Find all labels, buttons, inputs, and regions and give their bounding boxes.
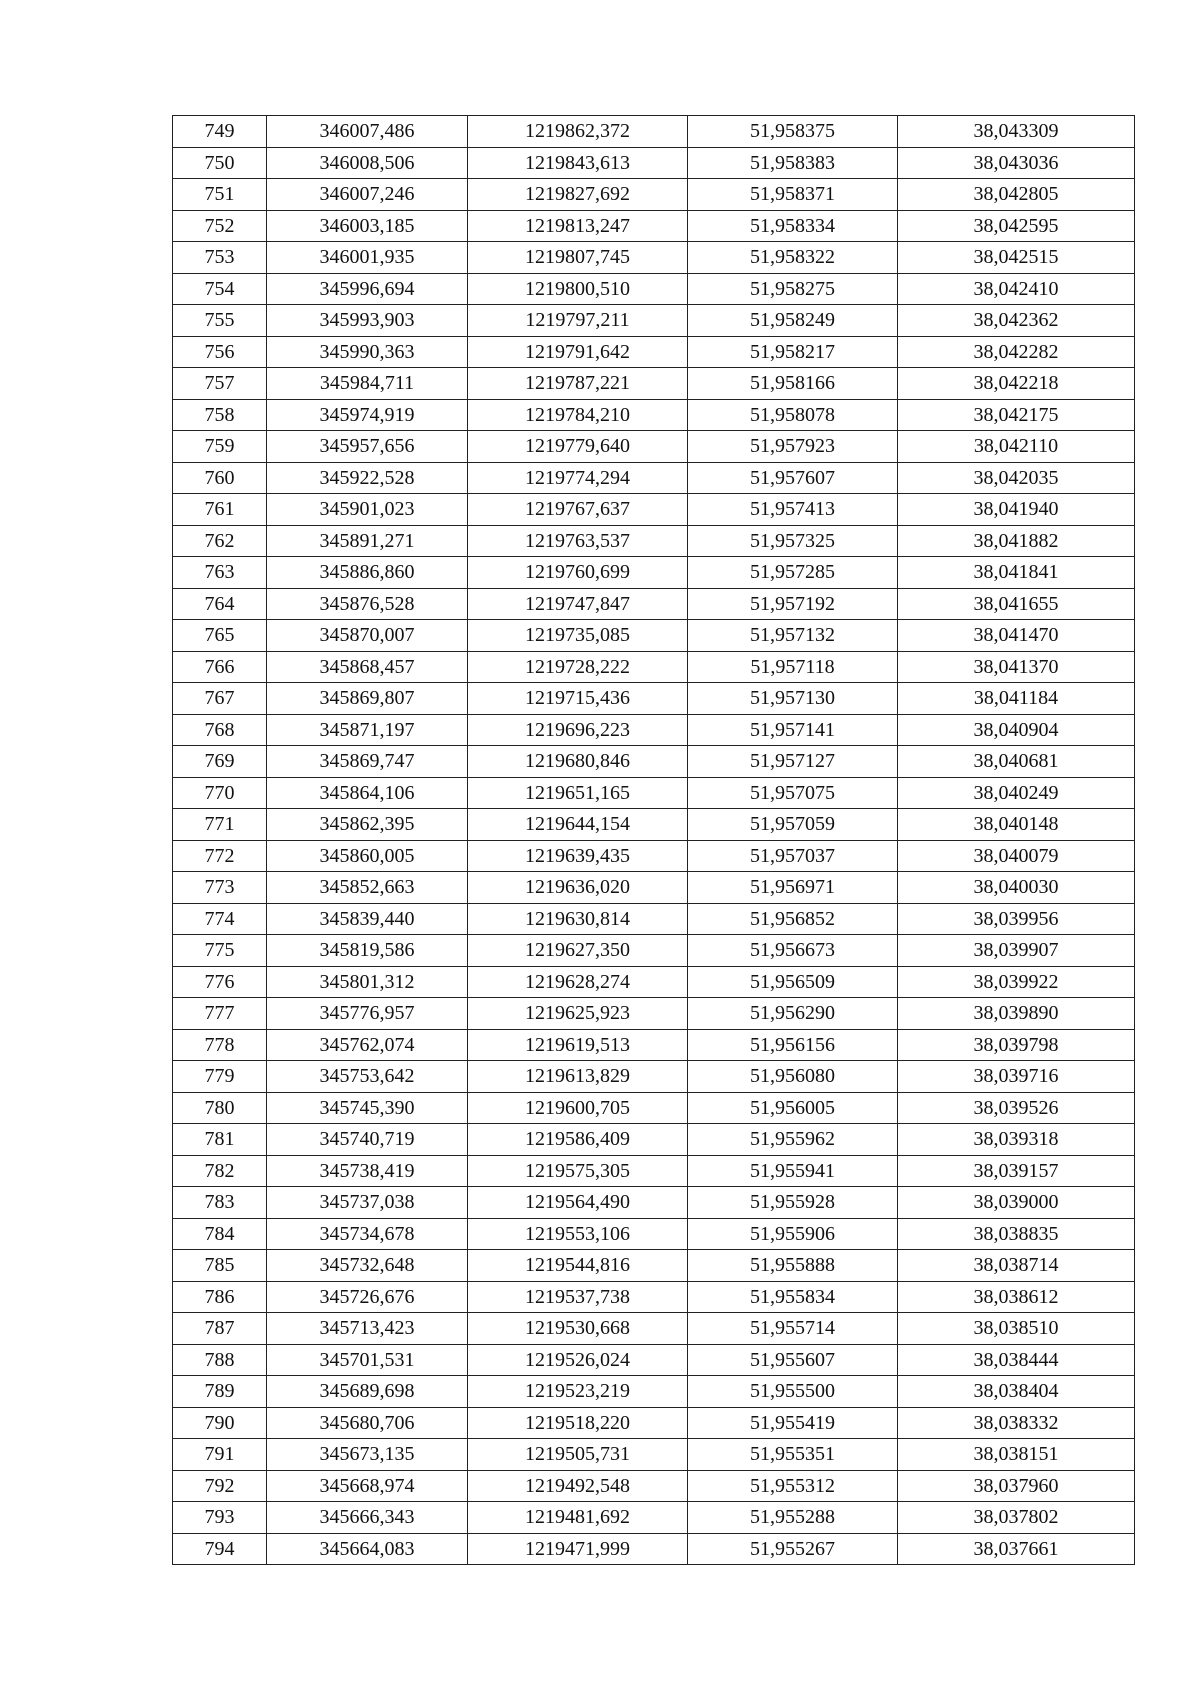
latitude-cell: 51,955607 [688, 1344, 898, 1376]
latitude-cell: 51,958217 [688, 336, 898, 368]
y-coordinate-cell: 1219728,222 [468, 651, 688, 683]
point-number-cell: 784 [173, 1218, 267, 1250]
x-coordinate-cell: 345734,678 [267, 1218, 468, 1250]
longitude-cell: 38,037661 [898, 1533, 1135, 1565]
latitude-cell: 51,955288 [688, 1502, 898, 1534]
x-coordinate-cell: 345891,271 [267, 525, 468, 557]
x-coordinate-cell: 345852,663 [267, 872, 468, 904]
x-coordinate-cell: 346001,935 [267, 242, 468, 274]
table-row [173, 336, 1135, 368]
y-coordinate-cell: 1219625,923 [468, 998, 688, 1030]
latitude-cell: 51,956673 [688, 935, 898, 967]
longitude-cell: 38,042110 [898, 431, 1135, 463]
latitude-cell: 51,956005 [688, 1092, 898, 1124]
latitude-cell: 51,956852 [688, 903, 898, 935]
table-row [173, 935, 1135, 967]
point-number-cell: 758 [173, 399, 267, 431]
point-number-cell: 756 [173, 336, 267, 368]
table-row [173, 116, 1135, 148]
y-coordinate-cell: 1219696,223 [468, 714, 688, 746]
point-number-cell: 794 [173, 1533, 267, 1565]
latitude-cell: 51,957192 [688, 588, 898, 620]
y-coordinate-cell: 1219760,699 [468, 557, 688, 589]
x-coordinate-cell: 346007,486 [267, 116, 468, 148]
x-coordinate-cell: 345922,528 [267, 462, 468, 494]
y-coordinate-cell: 1219518,220 [468, 1407, 688, 1439]
table-row [173, 1155, 1135, 1187]
latitude-cell: 51,955888 [688, 1250, 898, 1282]
longitude-cell: 38,039890 [898, 998, 1135, 1030]
point-number-cell: 779 [173, 1061, 267, 1093]
table-row [173, 147, 1135, 179]
longitude-cell: 38,038510 [898, 1313, 1135, 1345]
table-row [173, 1344, 1135, 1376]
y-coordinate-cell: 1219636,020 [468, 872, 688, 904]
table-row [173, 1407, 1135, 1439]
latitude-cell: 51,957132 [688, 620, 898, 652]
y-coordinate-cell: 1219747,847 [468, 588, 688, 620]
latitude-cell: 51,957130 [688, 683, 898, 715]
table-row [173, 1061, 1135, 1093]
y-coordinate-cell: 1219827,692 [468, 179, 688, 211]
table-row [173, 1376, 1135, 1408]
point-number-cell: 770 [173, 777, 267, 809]
point-number-cell: 771 [173, 809, 267, 841]
x-coordinate-cell: 345680,706 [267, 1407, 468, 1439]
y-coordinate-cell: 1219600,705 [468, 1092, 688, 1124]
y-coordinate-cell: 1219651,165 [468, 777, 688, 809]
point-number-cell: 778 [173, 1029, 267, 1061]
longitude-cell: 38,042035 [898, 462, 1135, 494]
table-row [173, 305, 1135, 337]
longitude-cell: 38,041470 [898, 620, 1135, 652]
point-number-cell: 791 [173, 1439, 267, 1471]
x-coordinate-cell: 345993,903 [267, 305, 468, 337]
point-number-cell: 763 [173, 557, 267, 589]
table-row [173, 1313, 1135, 1345]
x-coordinate-cell: 345886,860 [267, 557, 468, 589]
table-row [173, 1187, 1135, 1219]
x-coordinate-cell: 345819,586 [267, 935, 468, 967]
latitude-cell: 51,955714 [688, 1313, 898, 1345]
latitude-cell: 51,957325 [688, 525, 898, 557]
point-number-cell: 753 [173, 242, 267, 274]
y-coordinate-cell: 1219779,640 [468, 431, 688, 463]
table-row [173, 494, 1135, 526]
x-coordinate-cell: 345996,694 [267, 273, 468, 305]
table-row [173, 809, 1135, 841]
latitude-cell: 51,957059 [688, 809, 898, 841]
latitude-cell: 51,956156 [688, 1029, 898, 1061]
latitude-cell: 51,955351 [688, 1439, 898, 1471]
longitude-cell: 38,043309 [898, 116, 1135, 148]
x-coordinate-cell: 345957,656 [267, 431, 468, 463]
latitude-cell: 51,956290 [688, 998, 898, 1030]
latitude-cell: 51,958375 [688, 116, 898, 148]
table-row [173, 1250, 1135, 1282]
point-number-cell: 749 [173, 116, 267, 148]
longitude-cell: 38,040681 [898, 746, 1135, 778]
y-coordinate-cell: 1219628,274 [468, 966, 688, 998]
y-coordinate-cell: 1219807,745 [468, 242, 688, 274]
latitude-cell: 51,955500 [688, 1376, 898, 1408]
y-coordinate-cell: 1219553,106 [468, 1218, 688, 1250]
y-coordinate-cell: 1219586,409 [468, 1124, 688, 1156]
table-row [173, 1439, 1135, 1471]
point-number-cell: 757 [173, 368, 267, 400]
table-row [173, 588, 1135, 620]
x-coordinate-cell: 345745,390 [267, 1092, 468, 1124]
y-coordinate-cell: 1219680,846 [468, 746, 688, 778]
x-coordinate-cell: 345869,807 [267, 683, 468, 715]
table-row [173, 620, 1135, 652]
y-coordinate-cell: 1219481,692 [468, 1502, 688, 1534]
x-coordinate-cell: 345753,642 [267, 1061, 468, 1093]
x-coordinate-cell: 346008,506 [267, 147, 468, 179]
latitude-cell: 51,958383 [688, 147, 898, 179]
latitude-cell: 51,958078 [688, 399, 898, 431]
longitude-cell: 38,040079 [898, 840, 1135, 872]
y-coordinate-cell: 1219763,537 [468, 525, 688, 557]
longitude-cell: 38,042218 [898, 368, 1135, 400]
x-coordinate-cell: 345713,423 [267, 1313, 468, 1345]
latitude-cell: 51,955928 [688, 1187, 898, 1219]
y-coordinate-cell: 1219530,668 [468, 1313, 688, 1345]
x-coordinate-cell: 345740,719 [267, 1124, 468, 1156]
table-row [173, 462, 1135, 494]
coordinates-table [172, 115, 1135, 1565]
y-coordinate-cell: 1219564,490 [468, 1187, 688, 1219]
latitude-cell: 51,955312 [688, 1470, 898, 1502]
point-number-cell: 782 [173, 1155, 267, 1187]
table-row [173, 179, 1135, 211]
y-coordinate-cell: 1219526,024 [468, 1344, 688, 1376]
x-coordinate-cell: 345666,343 [267, 1502, 468, 1534]
point-number-cell: 774 [173, 903, 267, 935]
y-coordinate-cell: 1219784,210 [468, 399, 688, 431]
latitude-cell: 51,955834 [688, 1281, 898, 1313]
longitude-cell: 38,037802 [898, 1502, 1135, 1534]
point-number-cell: 786 [173, 1281, 267, 1313]
longitude-cell: 38,043036 [898, 147, 1135, 179]
latitude-cell: 51,955267 [688, 1533, 898, 1565]
longitude-cell: 38,040148 [898, 809, 1135, 841]
latitude-cell: 51,958275 [688, 273, 898, 305]
y-coordinate-cell: 1219575,305 [468, 1155, 688, 1187]
x-coordinate-cell: 345901,023 [267, 494, 468, 526]
y-coordinate-cell: 1219523,219 [468, 1376, 688, 1408]
longitude-cell: 38,038835 [898, 1218, 1135, 1250]
table-row [173, 1218, 1135, 1250]
point-number-cell: 765 [173, 620, 267, 652]
point-number-cell: 754 [173, 273, 267, 305]
longitude-cell: 38,039526 [898, 1092, 1135, 1124]
latitude-cell: 51,957413 [688, 494, 898, 526]
latitude-cell: 51,958166 [688, 368, 898, 400]
x-coordinate-cell: 345864,106 [267, 777, 468, 809]
table-row [173, 431, 1135, 463]
y-coordinate-cell: 1219630,814 [468, 903, 688, 935]
y-coordinate-cell: 1219787,221 [468, 368, 688, 400]
longitude-cell: 38,042595 [898, 210, 1135, 242]
x-coordinate-cell: 345870,007 [267, 620, 468, 652]
x-coordinate-cell: 346007,246 [267, 179, 468, 211]
latitude-cell: 51,957285 [688, 557, 898, 589]
longitude-cell: 38,038404 [898, 1376, 1135, 1408]
longitude-cell: 38,038444 [898, 1344, 1135, 1376]
latitude-cell: 51,955941 [688, 1155, 898, 1187]
table-row [173, 242, 1135, 274]
table-row [173, 966, 1135, 998]
table-row [173, 1533, 1135, 1565]
y-coordinate-cell: 1219862,372 [468, 116, 688, 148]
point-number-cell: 766 [173, 651, 267, 683]
latitude-cell: 51,957141 [688, 714, 898, 746]
y-coordinate-cell: 1219813,247 [468, 210, 688, 242]
table-row [173, 1281, 1135, 1313]
y-coordinate-cell: 1219537,738 [468, 1281, 688, 1313]
point-number-cell: 781 [173, 1124, 267, 1156]
x-coordinate-cell: 345868,457 [267, 651, 468, 683]
table-row [173, 210, 1135, 242]
point-number-cell: 755 [173, 305, 267, 337]
table-row [173, 683, 1135, 715]
latitude-cell: 51,957923 [688, 431, 898, 463]
coordinates-table-body [173, 116, 1135, 1565]
point-number-cell: 768 [173, 714, 267, 746]
table-row [173, 1092, 1135, 1124]
longitude-cell: 38,039907 [898, 935, 1135, 967]
x-coordinate-cell: 345664,083 [267, 1533, 468, 1565]
y-coordinate-cell: 1219619,513 [468, 1029, 688, 1061]
point-number-cell: 752 [173, 210, 267, 242]
longitude-cell: 38,037960 [898, 1470, 1135, 1502]
x-coordinate-cell: 345762,074 [267, 1029, 468, 1061]
y-coordinate-cell: 1219767,637 [468, 494, 688, 526]
y-coordinate-cell: 1219800,510 [468, 273, 688, 305]
point-number-cell: 783 [173, 1187, 267, 1219]
latitude-cell: 51,957118 [688, 651, 898, 683]
y-coordinate-cell: 1219774,294 [468, 462, 688, 494]
longitude-cell: 38,039716 [898, 1061, 1135, 1093]
x-coordinate-cell: 345738,419 [267, 1155, 468, 1187]
y-coordinate-cell: 1219492,548 [468, 1470, 688, 1502]
point-number-cell: 792 [173, 1470, 267, 1502]
table-row [173, 1502, 1135, 1534]
point-number-cell: 790 [173, 1407, 267, 1439]
longitude-cell: 38,040904 [898, 714, 1135, 746]
longitude-cell: 38,039798 [898, 1029, 1135, 1061]
x-coordinate-cell: 345862,395 [267, 809, 468, 841]
latitude-cell: 51,956971 [688, 872, 898, 904]
longitude-cell: 38,038714 [898, 1250, 1135, 1282]
latitude-cell: 51,956080 [688, 1061, 898, 1093]
point-number-cell: 787 [173, 1313, 267, 1345]
latitude-cell: 51,955962 [688, 1124, 898, 1156]
y-coordinate-cell: 1219644,154 [468, 809, 688, 841]
point-number-cell: 764 [173, 588, 267, 620]
longitude-cell: 38,041184 [898, 683, 1135, 715]
point-number-cell: 788 [173, 1344, 267, 1376]
latitude-cell: 51,958322 [688, 242, 898, 274]
table-row [173, 273, 1135, 305]
point-number-cell: 793 [173, 1502, 267, 1534]
x-coordinate-cell: 345726,676 [267, 1281, 468, 1313]
table-row [173, 714, 1135, 746]
point-number-cell: 772 [173, 840, 267, 872]
longitude-cell: 38,041841 [898, 557, 1135, 589]
y-coordinate-cell: 1219471,999 [468, 1533, 688, 1565]
point-number-cell: 777 [173, 998, 267, 1030]
x-coordinate-cell: 345668,974 [267, 1470, 468, 1502]
latitude-cell: 51,956509 [688, 966, 898, 998]
table-row [173, 1124, 1135, 1156]
y-coordinate-cell: 1219843,613 [468, 147, 688, 179]
x-coordinate-cell: 345860,005 [267, 840, 468, 872]
table-row [173, 1470, 1135, 1502]
y-coordinate-cell: 1219505,731 [468, 1439, 688, 1471]
point-number-cell: 776 [173, 966, 267, 998]
table-row [173, 557, 1135, 589]
point-number-cell: 759 [173, 431, 267, 463]
table-row [173, 777, 1135, 809]
point-number-cell: 751 [173, 179, 267, 211]
longitude-cell: 38,041940 [898, 494, 1135, 526]
point-number-cell: 780 [173, 1092, 267, 1124]
latitude-cell: 51,958249 [688, 305, 898, 337]
longitude-cell: 38,042362 [898, 305, 1135, 337]
latitude-cell: 51,955906 [688, 1218, 898, 1250]
x-coordinate-cell: 346003,185 [267, 210, 468, 242]
table-row [173, 746, 1135, 778]
x-coordinate-cell: 345974,919 [267, 399, 468, 431]
longitude-cell: 38,042410 [898, 273, 1135, 305]
x-coordinate-cell: 345673,135 [267, 1439, 468, 1471]
point-number-cell: 773 [173, 872, 267, 904]
table-row [173, 903, 1135, 935]
x-coordinate-cell: 345871,197 [267, 714, 468, 746]
x-coordinate-cell: 345984,711 [267, 368, 468, 400]
longitude-cell: 38,042282 [898, 336, 1135, 368]
latitude-cell: 51,958334 [688, 210, 898, 242]
x-coordinate-cell: 345801,312 [267, 966, 468, 998]
x-coordinate-cell: 345689,698 [267, 1376, 468, 1408]
longitude-cell: 38,042515 [898, 242, 1135, 274]
x-coordinate-cell: 345776,957 [267, 998, 468, 1030]
latitude-cell: 51,958371 [688, 179, 898, 211]
longitude-cell: 38,040249 [898, 777, 1135, 809]
y-coordinate-cell: 1219639,435 [468, 840, 688, 872]
longitude-cell: 38,040030 [898, 872, 1135, 904]
x-coordinate-cell: 345732,648 [267, 1250, 468, 1282]
y-coordinate-cell: 1219791,642 [468, 336, 688, 368]
longitude-cell: 38,041655 [898, 588, 1135, 620]
longitude-cell: 38,038612 [898, 1281, 1135, 1313]
longitude-cell: 38,039318 [898, 1124, 1135, 1156]
y-coordinate-cell: 1219544,816 [468, 1250, 688, 1282]
longitude-cell: 38,038151 [898, 1439, 1135, 1471]
x-coordinate-cell: 345737,038 [267, 1187, 468, 1219]
longitude-cell: 38,039956 [898, 903, 1135, 935]
table-row [173, 399, 1135, 431]
y-coordinate-cell: 1219797,211 [468, 305, 688, 337]
table-row [173, 840, 1135, 872]
table-row [173, 651, 1135, 683]
latitude-cell: 51,957037 [688, 840, 898, 872]
x-coordinate-cell: 345839,440 [267, 903, 468, 935]
y-coordinate-cell: 1219715,436 [468, 683, 688, 715]
point-number-cell: 785 [173, 1250, 267, 1282]
latitude-cell: 51,957075 [688, 777, 898, 809]
table-row [173, 1029, 1135, 1061]
y-coordinate-cell: 1219627,350 [468, 935, 688, 967]
longitude-cell: 38,041370 [898, 651, 1135, 683]
longitude-cell: 38,039000 [898, 1187, 1135, 1219]
point-number-cell: 767 [173, 683, 267, 715]
latitude-cell: 51,955419 [688, 1407, 898, 1439]
x-coordinate-cell: 345876,528 [267, 588, 468, 620]
y-coordinate-cell: 1219613,829 [468, 1061, 688, 1093]
longitude-cell: 38,038332 [898, 1407, 1135, 1439]
point-number-cell: 789 [173, 1376, 267, 1408]
table-row [173, 998, 1135, 1030]
point-number-cell: 760 [173, 462, 267, 494]
y-coordinate-cell: 1219735,085 [468, 620, 688, 652]
point-number-cell: 775 [173, 935, 267, 967]
table-row [173, 525, 1135, 557]
latitude-cell: 51,957607 [688, 462, 898, 494]
point-number-cell: 769 [173, 746, 267, 778]
longitude-cell: 38,041882 [898, 525, 1135, 557]
longitude-cell: 38,042805 [898, 179, 1135, 211]
point-number-cell: 762 [173, 525, 267, 557]
table-row [173, 872, 1135, 904]
point-number-cell: 761 [173, 494, 267, 526]
longitude-cell: 38,039922 [898, 966, 1135, 998]
table-row [173, 368, 1135, 400]
x-coordinate-cell: 345701,531 [267, 1344, 468, 1376]
point-number-cell: 750 [173, 147, 267, 179]
x-coordinate-cell: 345869,747 [267, 746, 468, 778]
x-coordinate-cell: 345990,363 [267, 336, 468, 368]
longitude-cell: 38,039157 [898, 1155, 1135, 1187]
longitude-cell: 38,042175 [898, 399, 1135, 431]
latitude-cell: 51,957127 [688, 746, 898, 778]
